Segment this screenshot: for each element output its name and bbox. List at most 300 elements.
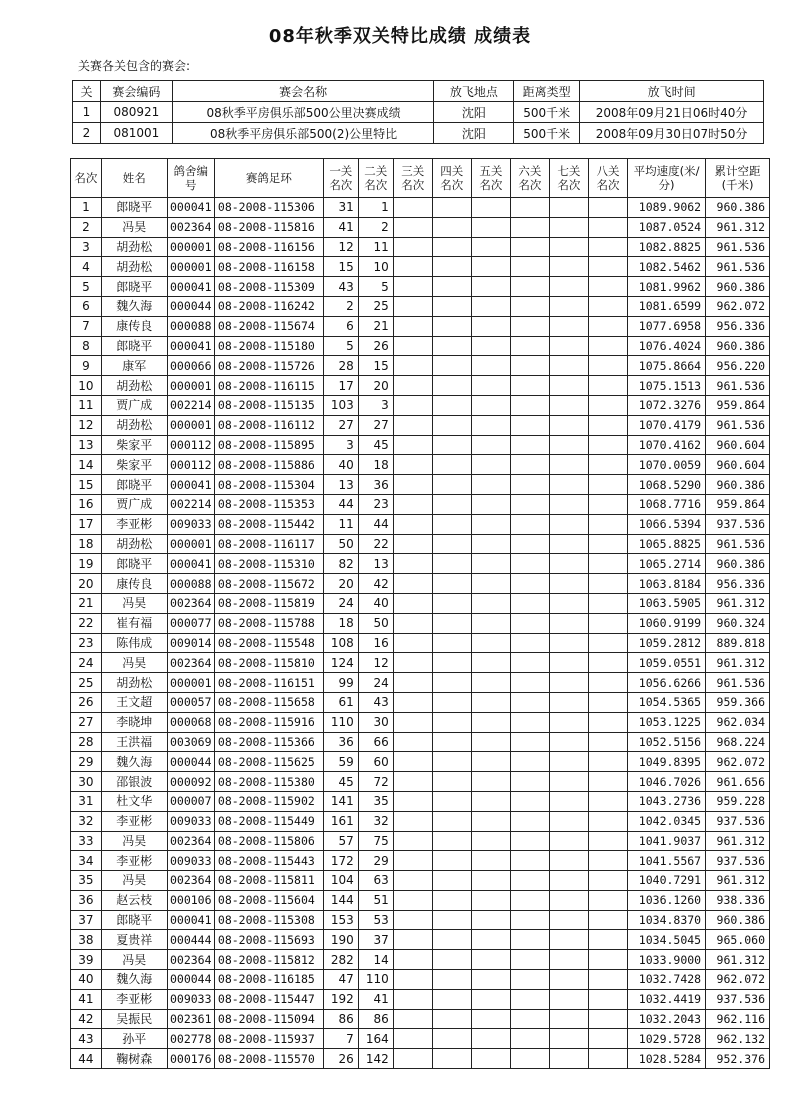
round4-rank-cell bbox=[432, 356, 471, 376]
round2-rank-cell: 3 bbox=[358, 395, 393, 415]
round8-rank-cell bbox=[588, 494, 627, 514]
round8-rank-cell bbox=[588, 752, 627, 772]
header-rank: 名次 bbox=[71, 159, 102, 198]
table-row bbox=[71, 593, 770, 613]
owner-no-cell: 002778 bbox=[167, 1029, 214, 1049]
owner-no-cell: 000041 bbox=[167, 910, 214, 930]
table-row bbox=[71, 534, 770, 554]
round5-rank-cell bbox=[471, 1049, 510, 1069]
round7-rank-cell bbox=[549, 198, 588, 218]
round4-rank-cell bbox=[432, 950, 471, 970]
ring-cell: 08-2008-115937 bbox=[214, 1029, 323, 1049]
ring-cell: 08-2008-115447 bbox=[214, 989, 323, 1009]
round2-rank-cell: 15 bbox=[358, 356, 393, 376]
distance-cell: 962.072 bbox=[706, 970, 770, 990]
round4-rank-cell bbox=[432, 574, 471, 594]
race-no: 1 bbox=[73, 102, 101, 123]
round3-rank-cell bbox=[393, 970, 432, 990]
header-race-place: 放飞地点 bbox=[434, 81, 514, 102]
round4-rank-cell bbox=[432, 732, 471, 752]
round2-rank-cell: 13 bbox=[358, 554, 393, 574]
owner-no-cell: 000001 bbox=[167, 415, 214, 435]
rank-cell: 41 bbox=[71, 989, 102, 1009]
round4-rank-cell bbox=[432, 415, 471, 435]
header-distance: 累计空距(千米) bbox=[706, 159, 770, 198]
round2-rank-cell: 29 bbox=[358, 851, 393, 871]
distance-cell: 961.312 bbox=[706, 593, 770, 613]
table-row bbox=[71, 950, 770, 970]
round3-rank-cell bbox=[393, 1009, 432, 1029]
round7-rank-cell bbox=[549, 494, 588, 514]
ring-cell: 08-2008-115916 bbox=[214, 712, 323, 732]
name-cell: 吴振民 bbox=[101, 1009, 167, 1029]
round3-rank-cell bbox=[393, 296, 432, 316]
round2-rank-cell: 110 bbox=[358, 970, 393, 990]
round6-rank-cell bbox=[510, 910, 549, 930]
round7-rank-cell bbox=[549, 574, 588, 594]
distance-cell: 937.536 bbox=[706, 989, 770, 1009]
name-cell: 康军 bbox=[101, 356, 167, 376]
speed-cell: 1056.6266 bbox=[628, 673, 706, 693]
owner-no-cell: 009033 bbox=[167, 811, 214, 831]
round4-rank-cell bbox=[432, 910, 471, 930]
round5-rank-cell bbox=[471, 435, 510, 455]
round5-rank-cell bbox=[471, 494, 510, 514]
round7-rank-cell bbox=[549, 712, 588, 732]
distance-cell: 961.536 bbox=[706, 376, 770, 396]
name-cell: 冯昊 bbox=[101, 217, 167, 237]
ring-cell: 08-2008-115366 bbox=[214, 732, 323, 752]
name-cell: 柴家平 bbox=[101, 455, 167, 475]
round3-rank-cell bbox=[393, 752, 432, 772]
speed-cell: 1041.5567 bbox=[628, 851, 706, 871]
round3-rank-cell bbox=[393, 534, 432, 554]
round4-rank-cell bbox=[432, 653, 471, 673]
round4-rank-cell bbox=[432, 514, 471, 534]
race-row bbox=[73, 102, 764, 123]
header-round7: 七关名次 bbox=[549, 159, 588, 198]
table-row bbox=[71, 1009, 770, 1029]
round2-rank-cell: 18 bbox=[358, 455, 393, 475]
header-ring: 赛鸽足环 bbox=[214, 159, 323, 198]
distance-cell: 959.366 bbox=[706, 692, 770, 712]
rank-cell: 27 bbox=[71, 712, 102, 732]
round1-rank-cell: 57 bbox=[323, 831, 358, 851]
owner-no-cell: 000068 bbox=[167, 712, 214, 732]
round1-rank-cell: 12 bbox=[323, 237, 358, 257]
table-row bbox=[71, 673, 770, 693]
round6-rank-cell bbox=[510, 376, 549, 396]
rank-cell: 34 bbox=[71, 851, 102, 871]
table-row bbox=[71, 930, 770, 950]
round6-rank-cell bbox=[510, 1009, 549, 1029]
ring-cell: 08-2008-116156 bbox=[214, 237, 323, 257]
round3-rank-cell bbox=[393, 930, 432, 950]
round3-rank-cell bbox=[393, 1049, 432, 1069]
round1-rank-cell: 104 bbox=[323, 871, 358, 891]
round5-rank-cell bbox=[471, 791, 510, 811]
ring-cell: 08-2008-116112 bbox=[214, 415, 323, 435]
rank-cell: 23 bbox=[71, 633, 102, 653]
ring-cell: 08-2008-115674 bbox=[214, 316, 323, 336]
round3-rank-cell bbox=[393, 791, 432, 811]
race-name: 08秋季平房俱乐部500公里决赛成绩 bbox=[172, 102, 434, 123]
round2-rank-cell: 26 bbox=[358, 336, 393, 356]
speed-cell: 1070.4179 bbox=[628, 415, 706, 435]
table-row bbox=[71, 217, 770, 237]
round3-rank-cell bbox=[393, 772, 432, 792]
round3-rank-cell bbox=[393, 1029, 432, 1049]
round5-rank-cell bbox=[471, 692, 510, 712]
round2-rank-cell: 21 bbox=[358, 316, 393, 336]
name-cell: 胡劲松 bbox=[101, 415, 167, 435]
speed-cell: 1070.0059 bbox=[628, 455, 706, 475]
round2-rank-cell: 1 bbox=[358, 198, 393, 218]
owner-no-cell: 000044 bbox=[167, 752, 214, 772]
round1-rank-cell: 3 bbox=[323, 435, 358, 455]
round8-rank-cell bbox=[588, 811, 627, 831]
speed-cell: 1036.1260 bbox=[628, 890, 706, 910]
round1-rank-cell: 282 bbox=[323, 950, 358, 970]
round8-rank-cell bbox=[588, 198, 627, 218]
distance-cell: 956.336 bbox=[706, 316, 770, 336]
speed-cell: 1032.7428 bbox=[628, 970, 706, 990]
round6-rank-cell bbox=[510, 950, 549, 970]
round6-rank-cell bbox=[510, 277, 549, 297]
round5-rank-cell bbox=[471, 296, 510, 316]
races-table bbox=[72, 80, 764, 144]
round7-rank-cell bbox=[549, 316, 588, 336]
table-row bbox=[71, 613, 770, 633]
owner-no-cell: 003069 bbox=[167, 732, 214, 752]
ring-cell: 08-2008-115812 bbox=[214, 950, 323, 970]
round4-rank-cell bbox=[432, 752, 471, 772]
rank-cell: 36 bbox=[71, 890, 102, 910]
distance-cell: 959.228 bbox=[706, 791, 770, 811]
distance-cell: 960.386 bbox=[706, 336, 770, 356]
round6-rank-cell bbox=[510, 494, 549, 514]
round2-rank-cell: 2 bbox=[358, 217, 393, 237]
table-row bbox=[71, 910, 770, 930]
round6-rank-cell bbox=[510, 574, 549, 594]
name-cell: 李亚彬 bbox=[101, 989, 167, 1009]
rank-cell: 28 bbox=[71, 732, 102, 752]
races-header-row bbox=[73, 81, 764, 102]
table-row bbox=[71, 633, 770, 653]
distance-cell: 960.386 bbox=[706, 277, 770, 297]
rank-cell: 13 bbox=[71, 435, 102, 455]
round3-rank-cell bbox=[393, 831, 432, 851]
round3-rank-cell bbox=[393, 356, 432, 376]
distance-cell: 961.656 bbox=[706, 772, 770, 792]
round5-rank-cell bbox=[471, 673, 510, 693]
name-cell: 孙平 bbox=[101, 1029, 167, 1049]
round5-rank-cell bbox=[471, 950, 510, 970]
speed-cell: 1032.2043 bbox=[628, 1009, 706, 1029]
round7-rank-cell bbox=[549, 1029, 588, 1049]
round1-rank-cell: 24 bbox=[323, 593, 358, 613]
round2-rank-cell: 40 bbox=[358, 593, 393, 613]
round2-rank-cell: 164 bbox=[358, 1029, 393, 1049]
rank-cell: 43 bbox=[71, 1029, 102, 1049]
table-row bbox=[71, 316, 770, 336]
round7-rank-cell bbox=[549, 435, 588, 455]
round4-rank-cell bbox=[432, 475, 471, 495]
speed-cell: 1089.9062 bbox=[628, 198, 706, 218]
round8-rank-cell bbox=[588, 890, 627, 910]
owner-no-cell: 000007 bbox=[167, 791, 214, 811]
round7-rank-cell bbox=[549, 871, 588, 891]
owner-no-cell: 000088 bbox=[167, 574, 214, 594]
round6-rank-cell bbox=[510, 673, 549, 693]
distance-cell: 960.604 bbox=[706, 455, 770, 475]
ring-cell: 08-2008-115895 bbox=[214, 435, 323, 455]
round4-rank-cell bbox=[432, 237, 471, 257]
header-name: 姓名 bbox=[101, 159, 167, 198]
owner-no-cell: 000041 bbox=[167, 277, 214, 297]
round7-rank-cell bbox=[549, 1049, 588, 1069]
speed-cell: 1041.9037 bbox=[628, 831, 706, 851]
round4-rank-cell bbox=[432, 1029, 471, 1049]
table-row bbox=[71, 277, 770, 297]
name-cell: 郎晓平 bbox=[101, 336, 167, 356]
header-round6: 六关名次 bbox=[510, 159, 549, 198]
round2-rank-cell: 44 bbox=[358, 514, 393, 534]
round1-rank-cell: 44 bbox=[323, 494, 358, 514]
table-row bbox=[71, 871, 770, 891]
round6-rank-cell bbox=[510, 851, 549, 871]
speed-cell: 1053.1225 bbox=[628, 712, 706, 732]
round1-rank-cell: 45 bbox=[323, 772, 358, 792]
round6-rank-cell bbox=[510, 712, 549, 732]
round2-rank-cell: 142 bbox=[358, 1049, 393, 1069]
owner-no-cell: 000112 bbox=[167, 455, 214, 475]
ring-cell: 08-2008-115443 bbox=[214, 851, 323, 871]
round8-rank-cell bbox=[588, 296, 627, 316]
round1-rank-cell: 192 bbox=[323, 989, 358, 1009]
name-cell: 郎晓平 bbox=[101, 198, 167, 218]
owner-no-cell: 000001 bbox=[167, 257, 214, 277]
speed-cell: 1065.8825 bbox=[628, 534, 706, 554]
round5-rank-cell bbox=[471, 989, 510, 1009]
round5-rank-cell bbox=[471, 257, 510, 277]
round4-rank-cell bbox=[432, 554, 471, 574]
round4-rank-cell bbox=[432, 989, 471, 1009]
speed-cell: 1059.2812 bbox=[628, 633, 706, 653]
ring-cell: 08-2008-116242 bbox=[214, 296, 323, 316]
round2-rank-cell: 32 bbox=[358, 811, 393, 831]
round8-rank-cell bbox=[588, 257, 627, 277]
round5-rank-cell bbox=[471, 831, 510, 851]
race-code: 081001 bbox=[100, 123, 172, 144]
owner-no-cell: 000044 bbox=[167, 970, 214, 990]
rank-cell: 18 bbox=[71, 534, 102, 554]
round4-rank-cell bbox=[432, 930, 471, 950]
round8-rank-cell bbox=[588, 554, 627, 574]
ring-cell: 08-2008-115816 bbox=[214, 217, 323, 237]
round4-rank-cell bbox=[432, 435, 471, 455]
speed-cell: 1028.5284 bbox=[628, 1049, 706, 1069]
round8-rank-cell bbox=[588, 574, 627, 594]
owner-no-cell: 002364 bbox=[167, 871, 214, 891]
header-round1: 一关名次 bbox=[323, 159, 358, 198]
round2-rank-cell: 53 bbox=[358, 910, 393, 930]
ring-cell: 08-2008-115308 bbox=[214, 910, 323, 930]
round1-rank-cell: 161 bbox=[323, 811, 358, 831]
round1-rank-cell: 172 bbox=[323, 851, 358, 871]
round3-rank-cell bbox=[393, 673, 432, 693]
table-row bbox=[71, 198, 770, 218]
round5-rank-cell bbox=[471, 653, 510, 673]
round8-rank-cell bbox=[588, 1029, 627, 1049]
round6-rank-cell bbox=[510, 336, 549, 356]
header-owner-no: 鸽舍编号 bbox=[167, 159, 214, 198]
round2-rank-cell: 51 bbox=[358, 890, 393, 910]
round7-rank-cell bbox=[549, 910, 588, 930]
name-cell: 冯昊 bbox=[101, 831, 167, 851]
round8-rank-cell bbox=[588, 732, 627, 752]
owner-no-cell: 000092 bbox=[167, 772, 214, 792]
distance-cell: 959.864 bbox=[706, 494, 770, 514]
round6-rank-cell bbox=[510, 831, 549, 851]
round1-rank-cell: 59 bbox=[323, 752, 358, 772]
round6-rank-cell bbox=[510, 772, 549, 792]
round4-rank-cell bbox=[432, 257, 471, 277]
round6-rank-cell bbox=[510, 475, 549, 495]
name-cell: 冯昊 bbox=[101, 593, 167, 613]
ring-cell: 08-2008-115811 bbox=[214, 871, 323, 891]
round2-rank-cell: 5 bbox=[358, 277, 393, 297]
owner-no-cell: 000041 bbox=[167, 475, 214, 495]
round5-rank-cell bbox=[471, 376, 510, 396]
rank-cell: 40 bbox=[71, 970, 102, 990]
owner-no-cell: 009033 bbox=[167, 851, 214, 871]
distance-cell: 961.536 bbox=[706, 534, 770, 554]
table-row bbox=[71, 1049, 770, 1069]
round8-rank-cell bbox=[588, 277, 627, 297]
round4-rank-cell bbox=[432, 673, 471, 693]
round7-rank-cell bbox=[549, 514, 588, 534]
round1-rank-cell: 43 bbox=[323, 277, 358, 297]
round2-rank-cell: 20 bbox=[358, 376, 393, 396]
round8-rank-cell bbox=[588, 950, 627, 970]
round4-rank-cell bbox=[432, 772, 471, 792]
round1-rank-cell: 47 bbox=[323, 970, 358, 990]
rank-cell: 30 bbox=[71, 772, 102, 792]
table-row bbox=[71, 237, 770, 257]
ring-cell: 08-2008-115658 bbox=[214, 692, 323, 712]
rank-cell: 14 bbox=[71, 455, 102, 475]
round7-rank-cell bbox=[549, 1009, 588, 1029]
round8-rank-cell bbox=[588, 336, 627, 356]
round3-rank-cell bbox=[393, 712, 432, 732]
ring-cell: 08-2008-115810 bbox=[214, 653, 323, 673]
ring-cell: 08-2008-115886 bbox=[214, 455, 323, 475]
round5-rank-cell bbox=[471, 613, 510, 633]
round8-rank-cell bbox=[588, 653, 627, 673]
round6-rank-cell bbox=[510, 415, 549, 435]
round8-rank-cell bbox=[588, 376, 627, 396]
round3-rank-cell bbox=[393, 692, 432, 712]
rank-cell: 33 bbox=[71, 831, 102, 851]
name-cell: 杜文华 bbox=[101, 791, 167, 811]
round8-rank-cell bbox=[588, 395, 627, 415]
owner-no-cell: 009014 bbox=[167, 633, 214, 653]
round3-rank-cell bbox=[393, 435, 432, 455]
table-row bbox=[71, 395, 770, 415]
round6-rank-cell bbox=[510, 514, 549, 534]
name-cell: 赵云枝 bbox=[101, 890, 167, 910]
round6-rank-cell bbox=[510, 633, 549, 653]
round6-rank-cell bbox=[510, 593, 549, 613]
name-cell: 郎晓平 bbox=[101, 475, 167, 495]
round3-rank-cell bbox=[393, 514, 432, 534]
distance-cell: 961.536 bbox=[706, 415, 770, 435]
distance-cell: 962.132 bbox=[706, 1029, 770, 1049]
speed-cell: 1077.6958 bbox=[628, 316, 706, 336]
round7-rank-cell bbox=[549, 633, 588, 653]
round2-rank-cell: 23 bbox=[358, 494, 393, 514]
round6-rank-cell bbox=[510, 395, 549, 415]
race-code: 080921 bbox=[100, 102, 172, 123]
speed-cell: 1082.8825 bbox=[628, 237, 706, 257]
round8-rank-cell bbox=[588, 871, 627, 891]
round4-rank-cell bbox=[432, 593, 471, 613]
round5-rank-cell bbox=[471, 732, 510, 752]
round6-rank-cell bbox=[510, 198, 549, 218]
round2-rank-cell: 22 bbox=[358, 534, 393, 554]
round1-rank-cell: 144 bbox=[323, 890, 358, 910]
round5-rank-cell bbox=[471, 356, 510, 376]
round4-rank-cell bbox=[432, 970, 471, 990]
speed-cell: 1059.0551 bbox=[628, 653, 706, 673]
results-body bbox=[71, 198, 770, 1069]
round7-rank-cell bbox=[549, 811, 588, 831]
owner-no-cell: 002214 bbox=[167, 494, 214, 514]
round7-rank-cell bbox=[549, 296, 588, 316]
round5-rank-cell bbox=[471, 1029, 510, 1049]
round3-rank-cell bbox=[393, 217, 432, 237]
rank-cell: 9 bbox=[71, 356, 102, 376]
round3-rank-cell bbox=[393, 633, 432, 653]
speed-cell: 1033.9000 bbox=[628, 950, 706, 970]
owner-no-cell: 000088 bbox=[167, 316, 214, 336]
distance-cell: 961.312 bbox=[706, 653, 770, 673]
ring-cell: 08-2008-115094 bbox=[214, 1009, 323, 1029]
speed-cell: 1068.5290 bbox=[628, 475, 706, 495]
round8-rank-cell bbox=[588, 475, 627, 495]
round8-rank-cell bbox=[588, 613, 627, 633]
header-round2: 二关名次 bbox=[358, 159, 393, 198]
round5-rank-cell bbox=[471, 217, 510, 237]
round2-rank-cell: 43 bbox=[358, 692, 393, 712]
rank-cell: 31 bbox=[71, 791, 102, 811]
name-cell: 胡劲松 bbox=[101, 237, 167, 257]
round8-rank-cell bbox=[588, 633, 627, 653]
speed-cell: 1082.5462 bbox=[628, 257, 706, 277]
round4-rank-cell bbox=[432, 376, 471, 396]
rank-cell: 10 bbox=[71, 376, 102, 396]
round3-rank-cell bbox=[393, 336, 432, 356]
ring-cell: 08-2008-115726 bbox=[214, 356, 323, 376]
round5-rank-cell bbox=[471, 1009, 510, 1029]
round6-rank-cell bbox=[510, 791, 549, 811]
page-title: 08年秋季双关特比成绩 成绩表 bbox=[268, 26, 532, 47]
table-row bbox=[71, 494, 770, 514]
round2-rank-cell: 12 bbox=[358, 653, 393, 673]
round5-rank-cell bbox=[471, 811, 510, 831]
rank-cell: 15 bbox=[71, 475, 102, 495]
